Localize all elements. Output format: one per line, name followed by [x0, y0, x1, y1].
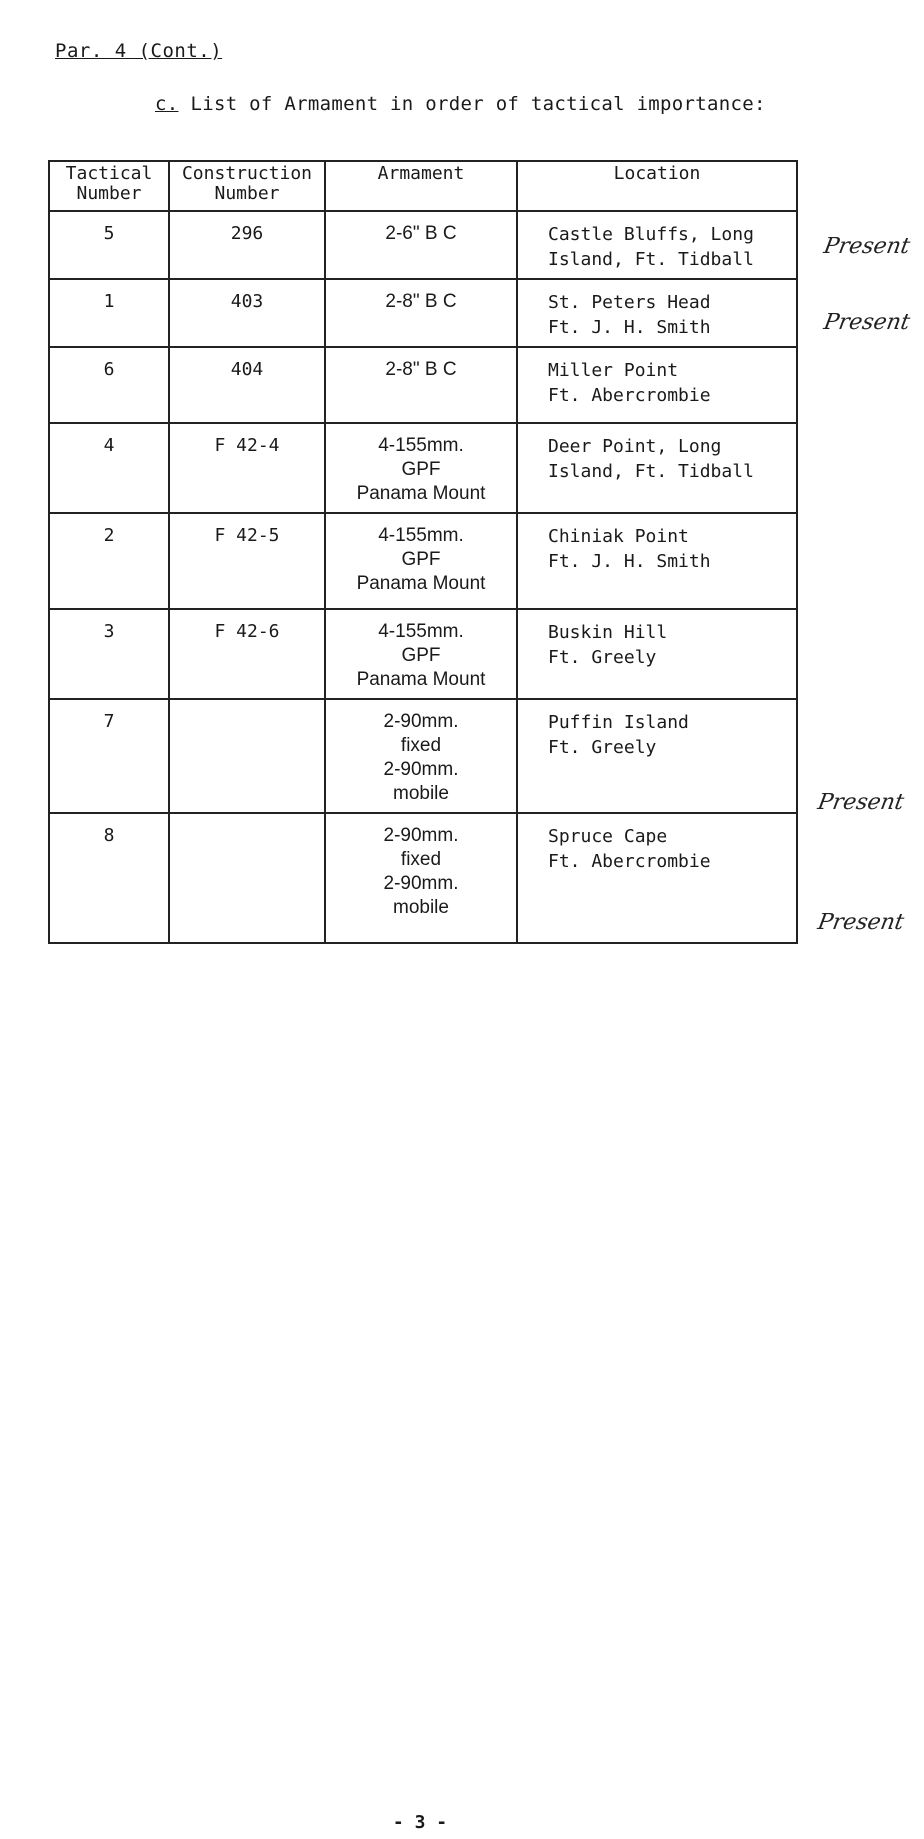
- armament-line: mobile: [393, 897, 449, 918]
- armament-line: Panama Mount: [356, 669, 486, 690]
- paragraph-heading: Par. 4 (Cont.): [55, 40, 223, 62]
- header-tactical-number: [49, 161, 169, 211]
- armament-line: 4-155mm.: [378, 435, 464, 456]
- location-line: Ft. J. H. Smith: [548, 551, 711, 572]
- armament-line: 4-155mm.: [378, 525, 464, 546]
- location-line: Island, Ft. Tidball: [548, 461, 754, 482]
- cell-construction-number: F 42-5: [169, 513, 325, 609]
- header-construction-number: [169, 161, 325, 211]
- cell-location: [517, 211, 797, 279]
- table-row: [49, 699, 797, 813]
- header-location: [517, 161, 797, 211]
- cell-construction-number: 296: [169, 211, 325, 279]
- cell-construction-number: [169, 813, 325, 943]
- armament-line: Panama Mount: [356, 573, 486, 594]
- armament-line: Panama Mount: [356, 483, 486, 504]
- armament-line: 2-90mm.: [383, 873, 459, 894]
- cell-location: [517, 699, 797, 813]
- header-construction-line2: Number: [214, 183, 280, 204]
- armament-line: 4-155mm.: [378, 621, 464, 642]
- cell-construction-number: 404: [169, 347, 325, 423]
- cell-armament: [325, 813, 517, 943]
- armament-line: fixed: [400, 849, 442, 870]
- table-row: [49, 347, 797, 423]
- header-tactical-line2: Number: [76, 183, 142, 204]
- cell-location: [517, 423, 797, 513]
- location-line: St. Peters Head: [548, 292, 711, 313]
- armament-line: GPF: [401, 549, 441, 570]
- cell-tactical-number: 5: [49, 211, 169, 279]
- cell-location: [517, 513, 797, 609]
- cell-armament: [325, 279, 517, 347]
- handwritten-note: Present: [815, 790, 906, 815]
- armament-table-wrapper: [48, 160, 798, 944]
- header-construction-line1: Construction: [181, 163, 313, 184]
- cell-armament: [325, 423, 517, 513]
- cell-construction-number: [169, 699, 325, 813]
- cell-armament: [325, 609, 517, 699]
- handwritten-note: Present: [815, 910, 906, 935]
- handwritten-note: Present: [821, 310, 912, 335]
- page-number: - 3 -: [392, 1812, 448, 1833]
- location-line: Ft. Greely: [548, 647, 657, 668]
- handwritten-note: Present: [821, 234, 912, 259]
- location-line: Ft. Abercrombie: [548, 851, 711, 872]
- cell-location: [517, 279, 797, 347]
- table-row: [49, 813, 797, 943]
- armament-line: GPF: [401, 459, 441, 480]
- location-line: Ft. J. H. Smith: [548, 317, 711, 338]
- header-armament: [325, 161, 517, 211]
- table-row: [49, 609, 797, 699]
- armament-line: 2-90mm.: [383, 825, 459, 846]
- table-row: [49, 513, 797, 609]
- cell-construction-number: F 42-4: [169, 423, 325, 513]
- armament-table: [48, 160, 798, 944]
- list-caption: [155, 93, 766, 115]
- armament-line: 2-6" B C: [385, 223, 457, 244]
- location-line: Ft. Greely: [548, 737, 657, 758]
- table-row: [49, 279, 797, 347]
- cell-tactical-number: 8: [49, 813, 169, 943]
- armament-line: 2-8" B C: [385, 291, 457, 312]
- location-line: Ft. Abercrombie: [548, 385, 711, 406]
- cell-location: [517, 813, 797, 943]
- location-line: Island, Ft. Tidball: [548, 249, 754, 270]
- cell-armament: [325, 699, 517, 813]
- cell-armament: [325, 211, 517, 279]
- table-row: [49, 211, 797, 279]
- cell-armament: [325, 513, 517, 609]
- location-line: Chiniak Point: [548, 526, 689, 547]
- header-tactical-line1: Tactical: [65, 163, 153, 184]
- cell-tactical-number: 2: [49, 513, 169, 609]
- header-armament-label: Armament: [377, 163, 465, 184]
- location-line: Puffin Island: [548, 712, 689, 733]
- cell-construction-number: F 42-6: [169, 609, 325, 699]
- cell-location: [517, 347, 797, 423]
- cell-construction-number: 403: [169, 279, 325, 347]
- cell-tactical-number: 4: [49, 423, 169, 513]
- item-text: List of Armament in order of tactical importance:: [190, 93, 766, 115]
- cell-tactical-number: 3: [49, 609, 169, 699]
- armament-line: 2-90mm.: [383, 759, 459, 780]
- table-row: [49, 423, 797, 513]
- armament-line: fixed: [400, 735, 442, 756]
- armament-line: 2-8" B C: [385, 359, 457, 380]
- location-line: Buskin Hill: [548, 622, 668, 643]
- cell-tactical-number: 1: [49, 279, 169, 347]
- armament-line: GPF: [401, 645, 441, 666]
- cell-tactical-number: 6: [49, 347, 169, 423]
- table-body: [49, 211, 797, 943]
- armament-line: 2-90mm.: [383, 711, 459, 732]
- item-letter: c.: [155, 93, 179, 115]
- location-line: Spruce Cape: [548, 826, 668, 847]
- armament-line: mobile: [393, 783, 449, 804]
- cell-tactical-number: 7: [49, 699, 169, 813]
- location-line: Castle Bluffs, Long: [548, 224, 754, 245]
- header-location-label: Location: [613, 163, 701, 184]
- location-line: Miller Point: [548, 360, 679, 381]
- table-header-row: [49, 161, 797, 211]
- location-line: Deer Point, Long: [548, 436, 722, 457]
- cell-location: [517, 609, 797, 699]
- cell-armament: [325, 347, 517, 423]
